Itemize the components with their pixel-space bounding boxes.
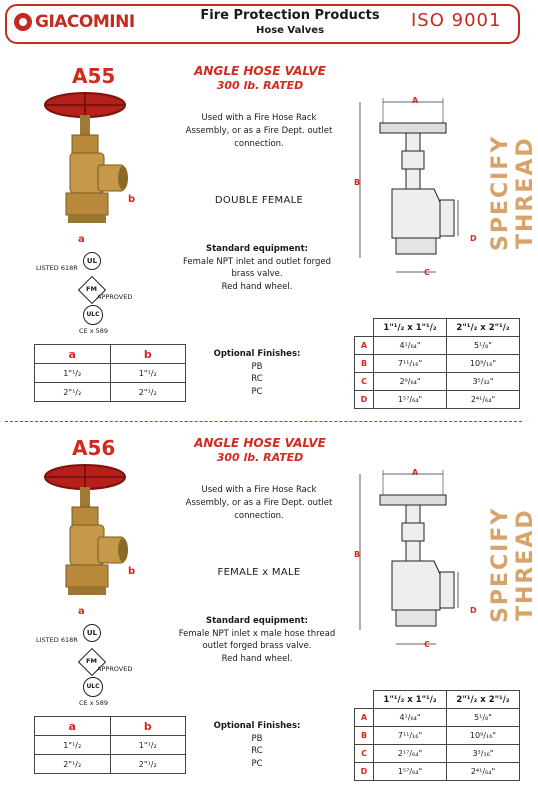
- dimension-table: [354, 690, 520, 781]
- section-divider: [5, 421, 522, 422]
- size-cell: 2"¹/₂: [110, 383, 186, 402]
- size-header-a: a: [35, 717, 111, 736]
- dim-key: D: [355, 391, 374, 409]
- product-rating: 300 lb. RATED: [216, 451, 304, 464]
- approved-label: APPROVED: [97, 293, 133, 301]
- size-table: [34, 344, 186, 402]
- finish-item: PB: [251, 361, 263, 372]
- diagram-label-c: C: [424, 268, 430, 277]
- size-header-b: b: [110, 345, 186, 364]
- dim-key: C: [355, 373, 374, 391]
- finish-item: RC: [251, 374, 263, 384]
- diagram-label-b: B: [354, 178, 361, 187]
- equipment-heading: Standard equipment:: [205, 616, 309, 626]
- product-code: A56: [72, 436, 116, 460]
- dim-key: C: [355, 745, 374, 763]
- valve-diagram: [338, 462, 488, 662]
- ulc-mark-icon: ULC: [83, 677, 103, 697]
- dim-cell: 3³/₁₆": [447, 745, 520, 763]
- diagram-label-c: C: [424, 640, 430, 649]
- dim-cell: 7¹¹/₁₆": [374, 727, 447, 745]
- logo-mark-icon: [14, 13, 32, 31]
- finish-item: PC: [251, 386, 263, 397]
- product-rating: 300 lb. RATED: [216, 79, 304, 92]
- photo-label-a: a: [78, 234, 85, 245]
- approved-label: APPROVED: [97, 665, 133, 673]
- equipment-line: Female NPT inlet and outlet forged: [183, 256, 331, 267]
- dim-cell: 2⁴¹/₆₄": [447, 391, 520, 409]
- dim-key: A: [355, 337, 374, 355]
- ul-mark-icon: UL: [83, 252, 101, 270]
- fm-label: FM: [86, 657, 97, 665]
- dim-cell: 5¹/₈": [447, 709, 520, 727]
- size-cell: 1"¹/₂: [110, 364, 186, 383]
- valve-diagram: [338, 90, 488, 290]
- dimension-table: [354, 318, 520, 409]
- logo-text: GIACOMINI: [35, 12, 135, 32]
- standard-equipment: [162, 243, 352, 293]
- ce-label: CE x 589: [79, 327, 109, 335]
- size-table: [34, 716, 186, 774]
- dim-corner: [355, 319, 374, 337]
- equipment-line: Red hand wheel.: [221, 281, 293, 292]
- diagram-label-b: B: [354, 550, 361, 559]
- size-header-b: b: [110, 717, 186, 736]
- diagram-label-a: A: [412, 468, 419, 477]
- dim-header: 1"¹/₂ x 1"¹/₂: [374, 319, 447, 337]
- valve-photo: [30, 80, 140, 235]
- size-cell: 1"¹/₂: [35, 364, 111, 383]
- dim-cell: 2⁴¹/₆₄": [447, 763, 520, 781]
- product-title: ANGLE HOSE VALVE: [194, 64, 326, 78]
- size-cell: 1"¹/₂: [35, 736, 111, 755]
- fm-label: FM: [86, 285, 97, 293]
- product-code: A55: [72, 64, 116, 88]
- dim-cell: 4¹/₆₄": [374, 337, 447, 355]
- product-title: ANGLE HOSE VALVE: [194, 436, 326, 450]
- product-description: Used with a Fire Hose Rack Assembly, or as a Fire Dept. outlet connection.: [185, 113, 333, 149]
- size-cell: 2"¹/₂: [35, 383, 111, 402]
- ulc-mark-icon: ULC: [83, 305, 103, 325]
- dim-cell: 10⁹/₁₆": [447, 355, 520, 373]
- ce-label: CE x 589: [79, 699, 109, 707]
- finish-item: RC: [251, 746, 263, 756]
- diagram-label-d: D: [470, 606, 477, 615]
- product-description: Used with a Fire Hose Rack Assembly, or as a Fire Dept. outlet connection.: [185, 485, 333, 521]
- size-cell: 2"¹/₂: [110, 755, 186, 774]
- dim-key: B: [355, 727, 374, 745]
- dim-cell: 10⁹/₁₆": [447, 727, 520, 745]
- equipment-heading: Standard equipment:: [205, 244, 309, 254]
- dim-header: 2"¹/₂ x 2"¹/₂: [447, 319, 520, 337]
- listed-label: LISTED 618R: [36, 264, 78, 272]
- photo-label-b: b: [128, 566, 136, 577]
- finishes-heading: Optional Finishes:: [213, 721, 301, 731]
- size-header-a: a: [35, 345, 111, 364]
- dim-header: 1"¹/₂ x 1"¹/₂: [374, 691, 447, 709]
- finish-item: PC: [251, 758, 263, 769]
- diagram-label-a: A: [412, 96, 419, 105]
- size-cell: 2"¹/₂: [35, 755, 111, 774]
- equipment-line: brass valve.: [231, 269, 283, 279]
- header-subtitle: Hose Valves: [255, 25, 325, 36]
- photo-label-a: a: [78, 606, 85, 617]
- ul-mark-icon: UL: [83, 624, 101, 642]
- iso-badge: ISO 9001: [411, 10, 502, 31]
- equipment-line: Female NPT inlet x male hose thread: [178, 628, 336, 639]
- standard-equipment: [162, 615, 352, 665]
- dim-cell: 2⁹/₆₄": [374, 373, 447, 391]
- valve-photo: [30, 452, 140, 607]
- optional-finishes: [202, 348, 312, 398]
- size-cell: 1"¹/₂: [110, 736, 186, 755]
- diagram-label-d: D: [470, 234, 477, 243]
- brand-logo: [14, 12, 135, 32]
- listed-label: LISTED 618R: [36, 636, 78, 644]
- dim-key: B: [355, 355, 374, 373]
- finish-item: PB: [251, 733, 263, 744]
- header-title: Fire Protection Products: [200, 8, 380, 23]
- optional-finishes: [202, 720, 312, 770]
- finishes-heading: Optional Finishes:: [213, 349, 301, 359]
- photo-label-b: b: [128, 194, 136, 205]
- dim-cell: 2¹⁷/₆₄": [374, 745, 447, 763]
- equipment-line: Red hand wheel.: [221, 653, 293, 664]
- dim-cell: 7¹¹/₁₆": [374, 355, 447, 373]
- product-type: FEMALE x MALE: [217, 567, 301, 578]
- dim-key: A: [355, 709, 374, 727]
- specify-thread-label: SPECIFY THREAD: [488, 506, 538, 624]
- product-type: DOUBLE FEMALE: [214, 195, 304, 206]
- dim-cell: 4¹/₆₄": [374, 709, 447, 727]
- dim-key: D: [355, 763, 374, 781]
- dim-corner: [355, 691, 374, 709]
- dim-header: 2"¹/₂ x 2"¹/₂: [447, 691, 520, 709]
- equipment-line: outlet forged brass valve.: [202, 641, 312, 651]
- dim-cell: 1⁵⁷/₆₄": [374, 763, 447, 781]
- dim-cell: 5¹/₈": [447, 337, 520, 355]
- specify-thread-label: SPECIFY THREAD: [488, 134, 538, 252]
- dim-cell: 1⁵⁷/₆₄": [374, 391, 447, 409]
- dim-cell: 3⁵/₃₂": [447, 373, 520, 391]
